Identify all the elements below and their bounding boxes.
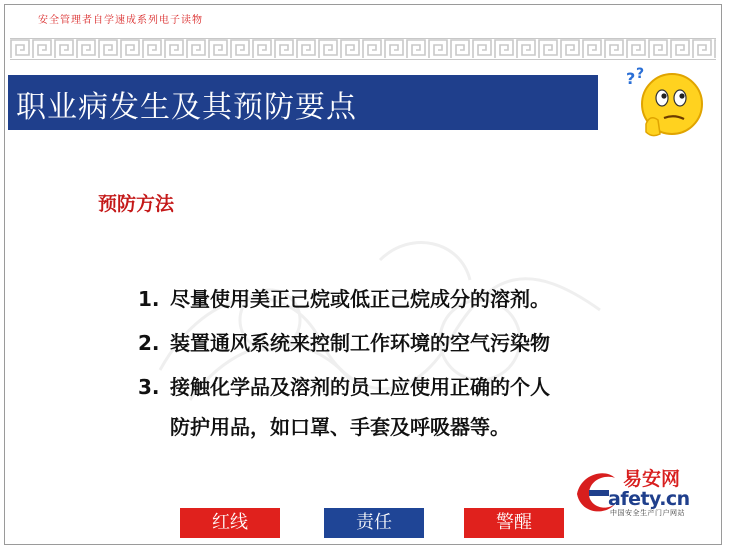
list-item-2	[138, 327, 550, 356]
svg-text:?: ?	[626, 69, 636, 88]
list-item-number: 2.	[138, 331, 160, 355]
list-item-3	[138, 371, 550, 400]
logo-tagline: 中国安全生产门户网站	[610, 509, 685, 517]
list-item-number: 1.	[138, 287, 160, 311]
footer-button-alert[interactable]: 警醒	[464, 508, 564, 538]
slide-title: 职业病发生及其预防要点	[16, 90, 357, 125]
list-item-text: 装置通风系统来控制工作环境的空气污染物	[170, 331, 550, 355]
list-item-text: 尽量使用美正己烷或低正己烷成分的溶剂。	[170, 287, 550, 311]
list-item-number: 3.	[138, 375, 160, 399]
list-item-text: 接触化学品及溶剂的员工应使用正确的个人	[170, 375, 550, 399]
thinking-face-icon	[622, 62, 706, 146]
greek-key-band	[10, 38, 716, 60]
section-heading: 预防方法	[98, 193, 175, 215]
footer-button-redline[interactable]: 红线	[180, 508, 280, 538]
logo-domain: afety.cn	[608, 488, 690, 510]
list-item-3-continuation: 防护用品，如口罩、手套及呼吸器等。	[170, 415, 510, 439]
logo-chinese-name: 易安网	[623, 468, 681, 490]
footer-button-responsibility[interactable]: 责任	[324, 508, 424, 538]
svg-text:?: ?	[636, 66, 645, 82]
series-title: 安全管理者自学速成系列电子读物	[38, 15, 203, 26]
list-item-1	[138, 283, 550, 312]
